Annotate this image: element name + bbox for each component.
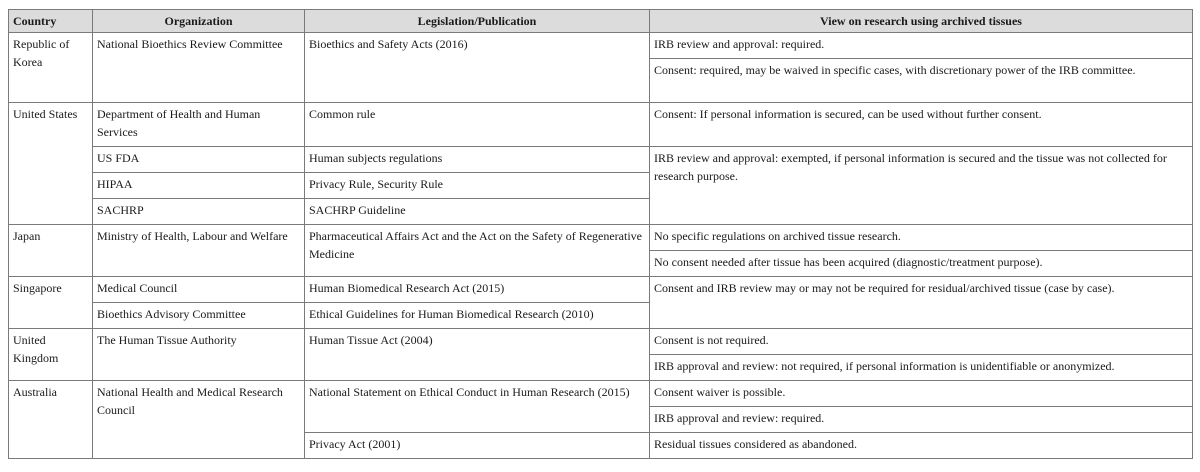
view-cell: Consent and IRB review may or may not be required for residual/archived tissue (case by case). bbox=[650, 277, 1193, 329]
view-cell: No specific regulations on archived tissue research. bbox=[650, 225, 1193, 251]
table-row bbox=[9, 277, 1193, 303]
header-row bbox=[9, 10, 1193, 33]
view-cell: IRB approval and review: not required, if personal information is unidentifiable or anonymized. bbox=[650, 355, 1193, 381]
header-legislation: Legislation/Publication bbox=[305, 10, 650, 33]
legislation-cell: Bioethics and Safety Acts (2016) bbox=[305, 33, 650, 103]
legislation-cell: SACHRP Guideline bbox=[305, 199, 650, 225]
view-cell: Consent: If personal information is secured, can be used without further consent. bbox=[650, 103, 1193, 147]
legislation-cell: Human Tissue Act (2004) bbox=[305, 329, 650, 381]
regulation-table bbox=[8, 9, 1193, 459]
organization-cell: Department of Health and Human Services bbox=[93, 103, 305, 147]
legislation-cell: National Statement on Ethical Conduct in Human Research (2015) bbox=[305, 381, 650, 433]
header-organization: Organization bbox=[93, 10, 305, 33]
table-row bbox=[9, 225, 1193, 251]
view-cell: No consent needed after tissue has been acquired (diagnostic/treatment purpose). bbox=[650, 251, 1193, 277]
organization-cell: SACHRP bbox=[93, 199, 305, 225]
view-cell: Consent waiver is possible. bbox=[650, 381, 1193, 407]
view-cell: IRB approval and review: required. bbox=[650, 407, 1193, 433]
view-cell: IRB review and approval: required. bbox=[650, 33, 1193, 59]
country-cell: Japan bbox=[9, 225, 93, 277]
header-view: View on research using archived tissues bbox=[650, 10, 1193, 33]
legislation-cell: Privacy Act (2001) bbox=[305, 433, 650, 459]
view-cell: Consent is not required. bbox=[650, 329, 1193, 355]
legislation-cell: Human Biomedical Research Act (2015) bbox=[305, 277, 650, 303]
table-row bbox=[9, 381, 1193, 407]
view-cell: Consent: required, may be waived in specific cases, with discretionary power of the IRB committee. bbox=[650, 59, 1193, 103]
table-row bbox=[9, 329, 1193, 355]
legislation-cell: Ethical Guidelines for Human Biomedical Research (2010) bbox=[305, 303, 650, 329]
header-country: Country bbox=[9, 10, 93, 33]
organization-cell: Bioethics Advisory Committee bbox=[93, 303, 305, 329]
view-cell: IRB review and approval: exempted, if personal information is secured and the tissue was not collected for research purpose. bbox=[650, 147, 1193, 225]
view-cell: Residual tissues considered as abandoned. bbox=[650, 433, 1193, 459]
legislation-cell: Common rule bbox=[305, 103, 650, 147]
legislation-cell: Human subjects regulations bbox=[305, 147, 650, 173]
country-cell: United Kingdom bbox=[9, 329, 93, 381]
organization-cell: National Health and Medical Research Council bbox=[93, 381, 305, 459]
table-row bbox=[9, 147, 1193, 173]
country-cell: Singapore bbox=[9, 277, 93, 329]
country-cell: Republic of Korea bbox=[9, 33, 93, 103]
organization-cell: National Bioethics Review Committee bbox=[93, 33, 305, 103]
table-row bbox=[9, 33, 1193, 59]
table-row bbox=[9, 103, 1193, 147]
organization-cell: Medical Council bbox=[93, 277, 305, 303]
organization-cell: US FDA bbox=[93, 147, 305, 173]
country-cell: United States bbox=[9, 103, 93, 225]
legislation-cell: Privacy Rule, Security Rule bbox=[305, 173, 650, 199]
organization-cell: The Human Tissue Authority bbox=[93, 329, 305, 381]
organization-cell: Ministry of Health, Labour and Welfare bbox=[93, 225, 305, 277]
country-cell: Australia bbox=[9, 381, 93, 459]
legislation-cell: Pharmaceutical Affairs Act and the Act on the Safety of Regenerative Medicine bbox=[305, 225, 650, 277]
organization-cell: HIPAA bbox=[93, 173, 305, 199]
